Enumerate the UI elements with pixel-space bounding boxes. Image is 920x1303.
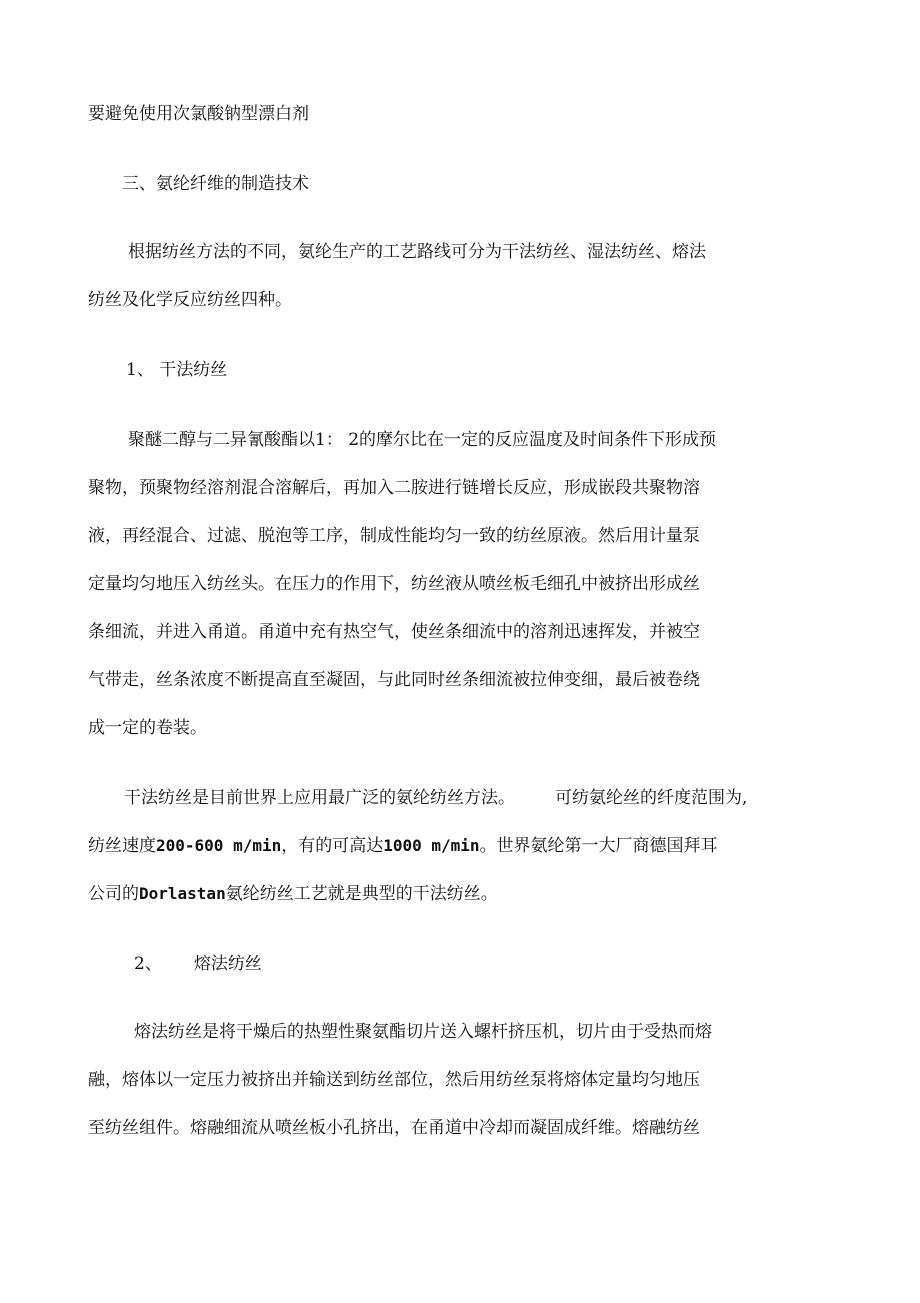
text-fragment: 干法纺丝是目前世界上应用最广泛的氨纶纺丝方法。 xyxy=(124,788,515,808)
text-line: 定量均匀地压入纺丝头。在压力的作用下，纺丝液从喷丝板毛细孔中被挤出形成丝 xyxy=(88,574,700,594)
subsection-heading xyxy=(134,952,262,976)
brand-name: Dorlastan xyxy=(139,884,226,903)
text-line: 液，再经混合、过滤、脱泡等工序，制成性能均匀一致的纺丝原液。然后用计量泵 xyxy=(88,526,700,546)
text-line: 聚醚二醇与二异氰酸酯以1： 2的摩尔比在一定的反应温度及时间条件下形成预 xyxy=(128,430,717,450)
text-line: 至纺丝组件。熔融细流从喷丝板小孔挤出，在甬道中冷却而凝固成纤维。熔融纺丝 xyxy=(88,1118,700,1138)
text-line: 要避免使用次氯酸钠型漂白剂 xyxy=(88,104,309,124)
text-line xyxy=(124,786,747,810)
heading-title: 熔法纺丝 xyxy=(193,954,262,974)
section-heading: 三、氨纶纤维的制造技术 xyxy=(122,174,309,194)
text-line: 熔法纺丝是将干燥后的热塑性聚氨酯切片送入螺杆挤压机，切片由于受热而熔 xyxy=(134,1022,712,1042)
text-fragment: ，有的可高达 xyxy=(281,836,384,856)
text-line: 根据纺丝方法的不同，氨纶生产的工艺路线可分为干法纺丝、湿法纺丝、熔法 xyxy=(128,242,706,262)
text-line: 条细流，并进入甬道。甬道中充有热空气，使丝条细流中的溶剂迅速挥发，并被空 xyxy=(88,622,700,642)
text-fragment: 纺丝速度 xyxy=(88,836,156,856)
text-line: 成一定的卷装。 xyxy=(88,718,207,738)
heading-number: 2、 xyxy=(134,954,162,974)
text-fragment: 氨纶纺丝工艺就是典型的干法纺丝。 xyxy=(225,884,498,904)
text-line: 融，熔体以一定压力被挤出并输送到纺丝部位，然后用纺丝泵将熔体定量均匀地压 xyxy=(88,1070,700,1090)
text-line: 纺丝及化学反应纺丝四种。 xyxy=(88,290,292,310)
text-line: 聚物，预聚物经溶剂混合溶解后，再加入二胺进行链增长反应，形成嵌段共聚物溶 xyxy=(88,478,700,498)
subsection-heading: 1、 干法纺丝 xyxy=(126,360,228,380)
text-fragment: 公司的 xyxy=(88,884,139,904)
text-fragment: 。世界氨纶第一大厂商德国拜耳 xyxy=(479,836,718,856)
speed-max: 1000 m/min xyxy=(383,836,480,855)
speed-range: 200-600 m/min xyxy=(156,836,282,855)
text-line: 气带走，丝条浓度不断提高直至凝固，与此同时丝条细流被拉伸变细，最后被卷绕 xyxy=(88,670,700,690)
text-line xyxy=(88,882,498,906)
text-line xyxy=(88,834,718,858)
text-fragment: 可纺氨纶丝的纤度范围为, xyxy=(555,788,748,808)
